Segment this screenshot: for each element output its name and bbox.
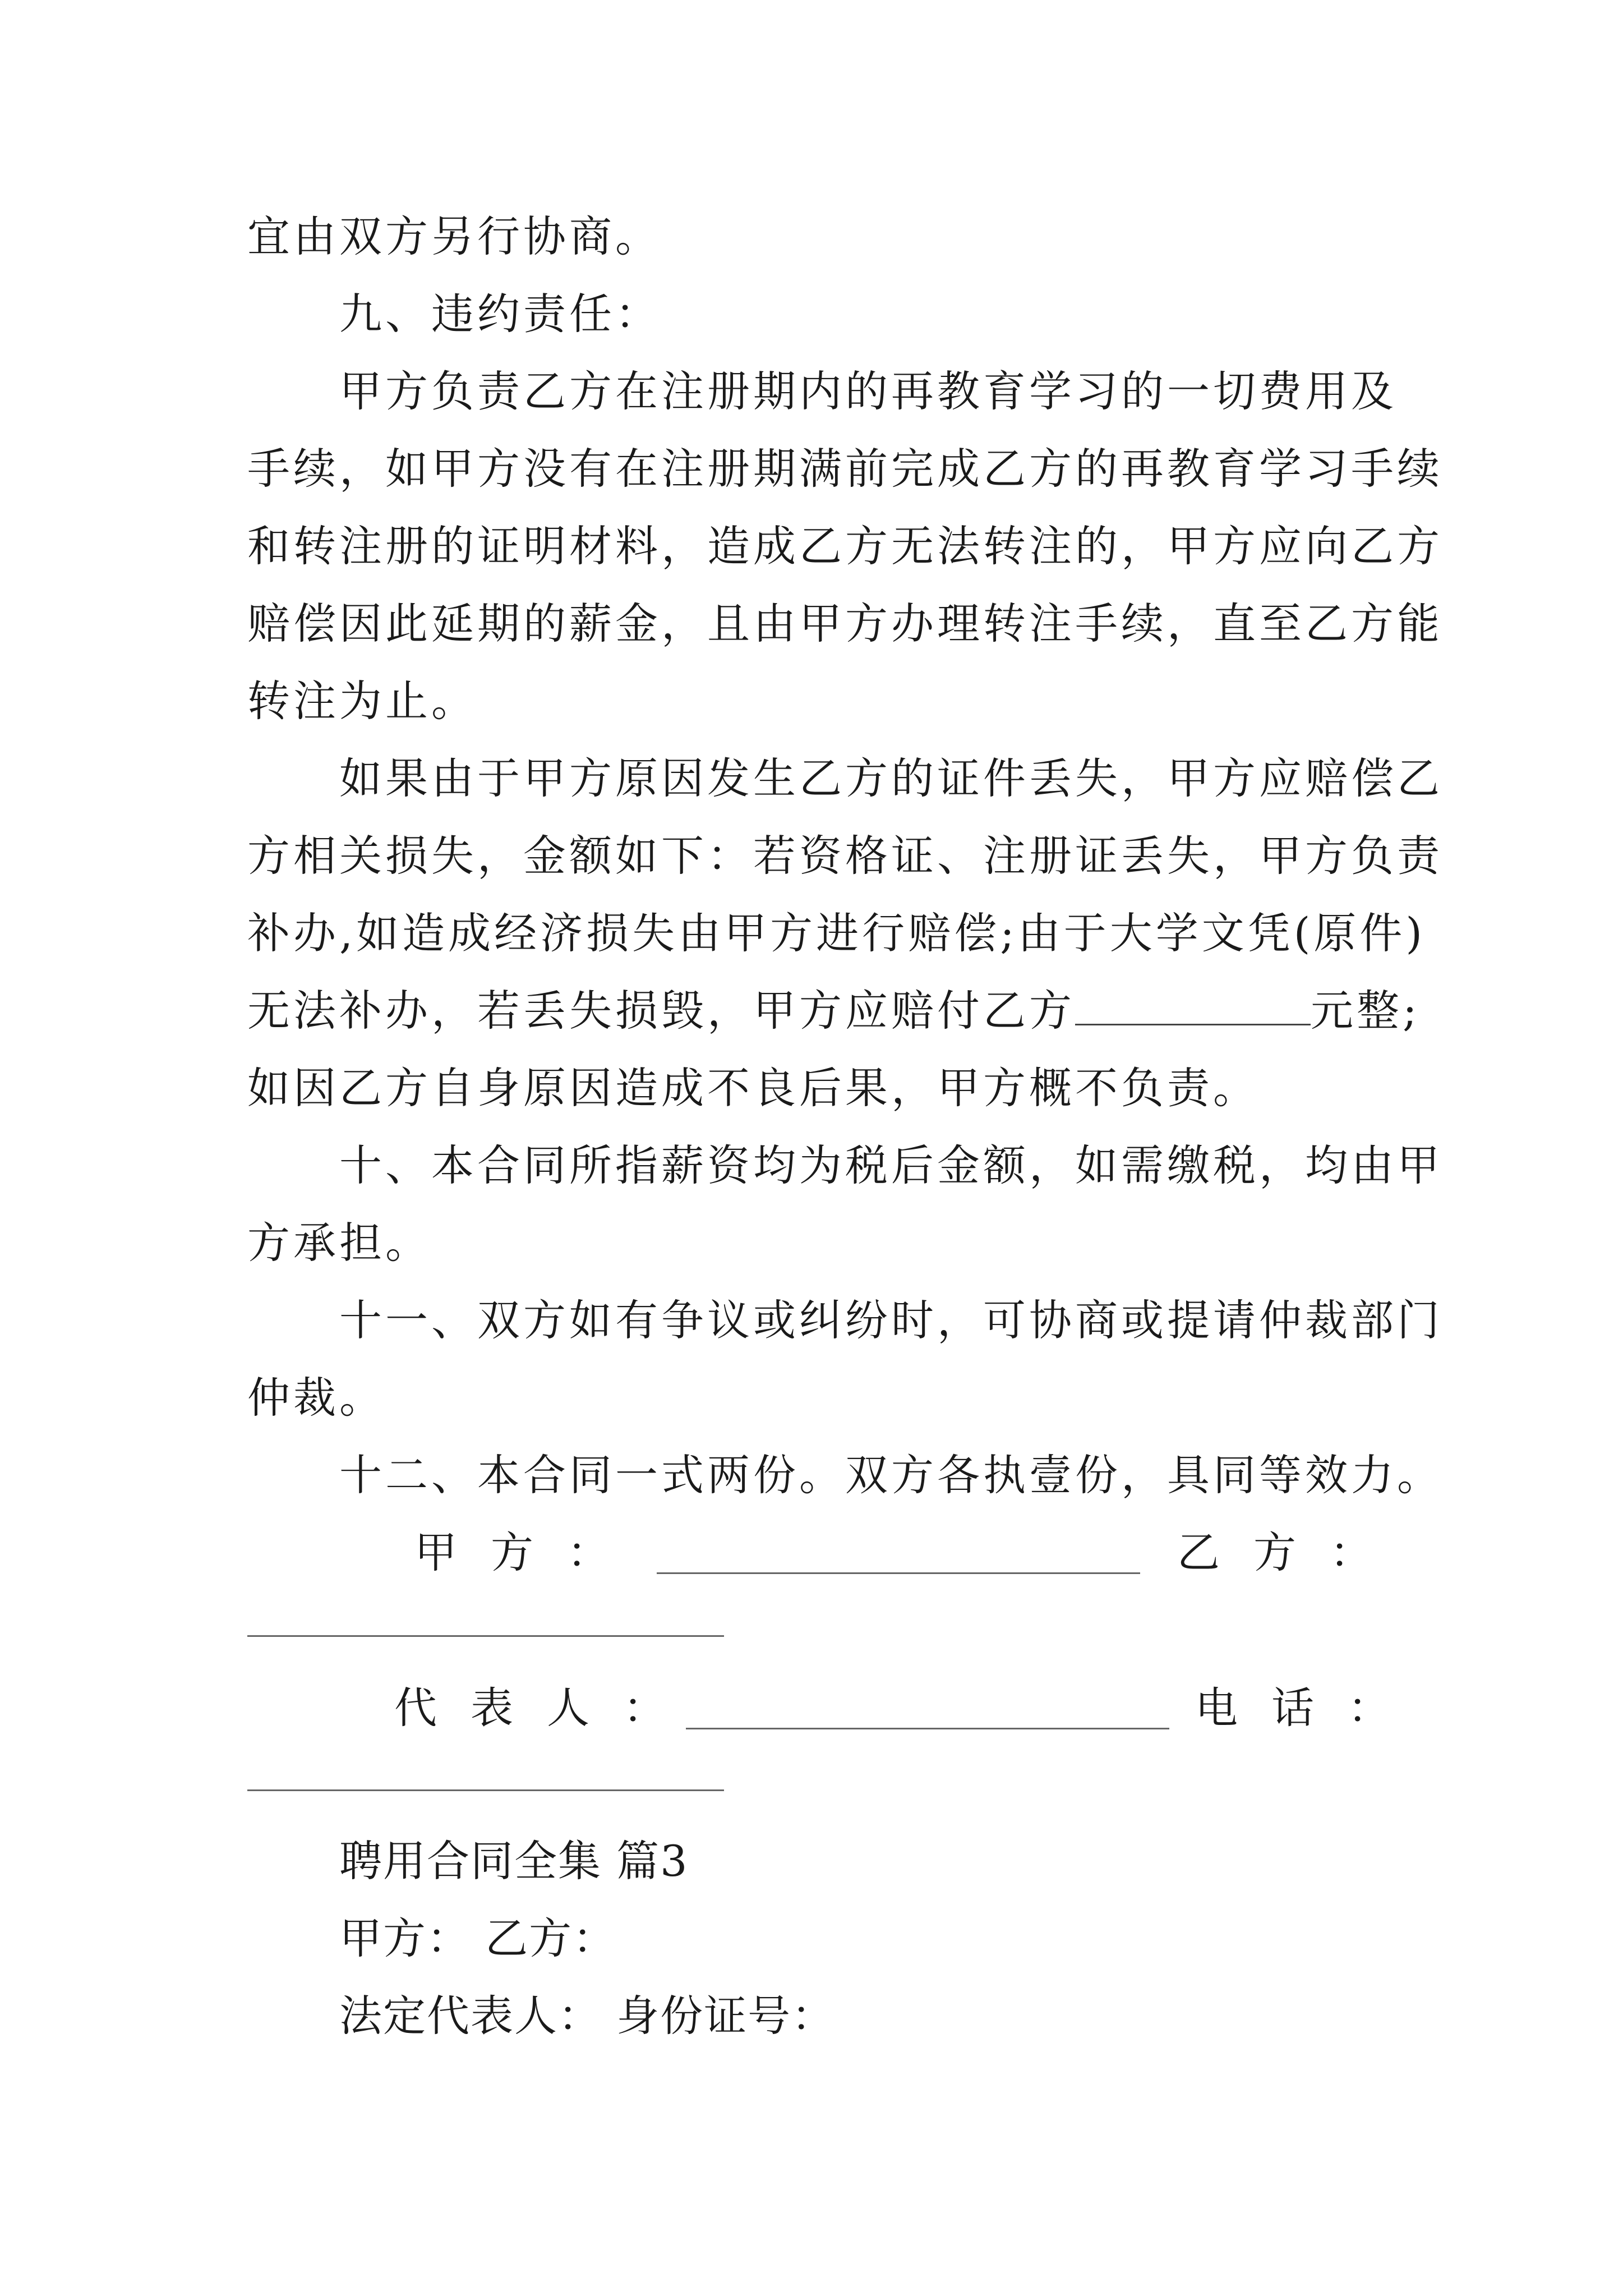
text-line: 如果由于甲方原因发生乙方的证件丢失，甲方应赔偿乙 bbox=[339, 753, 1443, 803]
text-line: 和转注册的证明材料，造成乙方无法转注的，甲方应向乙方 bbox=[247, 521, 1443, 571]
party-a-signature-line[interactable] bbox=[657, 1572, 1140, 1574]
text-segment: 元整; bbox=[1311, 986, 1421, 1036]
text-line: 宜由双方另行协商。 bbox=[247, 211, 661, 261]
party-b-label: 乙方： bbox=[1177, 1527, 1406, 1577]
text-line: 十二、本合同一式两份。双方各执壹份，具同等效力。 bbox=[339, 1450, 1443, 1500]
party-b-signature-line[interactable] bbox=[247, 1635, 724, 1637]
signature-row-representative bbox=[247, 1680, 1424, 1747]
text-line: 方承担。 bbox=[247, 1218, 431, 1268]
party-a-label: 甲方： bbox=[414, 1527, 643, 1577]
signature-row-parties bbox=[247, 1525, 1406, 1592]
text-line: 转注为止。 bbox=[247, 676, 477, 726]
text-line: 如因乙方自身原因造成不良后果，甲方概不负责。 bbox=[247, 1063, 1259, 1113]
text-line: 甲方负责乙方在注册期内的再教育学习的一切费用及 bbox=[339, 366, 1397, 416]
text-line: 补办,如造成经济损失由甲方进行赔偿;由于大学文凭(原件) bbox=[247, 908, 1426, 958]
text-line: 手续，如甲方没有在注册期满前完成乙方的再教育学习手续 bbox=[247, 444, 1443, 494]
text-line: 十一、双方如有争议或纠纷时，可协商或提请仲裁部门 bbox=[339, 1295, 1443, 1345]
legal-rep-id-line: 法定代表人： 身份证号： bbox=[339, 1991, 836, 2041]
representative-signature-line[interactable] bbox=[686, 1728, 1169, 1729]
parties-line: 甲方： 乙方： bbox=[339, 1913, 617, 1963]
phone-line[interactable] bbox=[247, 1789, 724, 1791]
text-line: 方相关损失，金额如下：若资格证、注册证丢失，甲方负责 bbox=[247, 831, 1443, 881]
text-segment: 无法补办，若丢失损毁，甲方应赔付乙方 bbox=[247, 986, 1075, 1036]
representative-label: 代表人： bbox=[394, 1683, 699, 1733]
text-line: 十、本合同所指薪资均为税后金额，如需缴税，均由甲 bbox=[339, 1140, 1443, 1190]
amount-blank[interactable] bbox=[1075, 984, 1311, 1025]
text-line bbox=[247, 983, 1421, 1039]
section-heading: 九、违约责任： bbox=[339, 289, 661, 339]
text-line: 仲裁。 bbox=[247, 1373, 385, 1423]
section-title: 聘用合同全集 篇3 bbox=[339, 1836, 689, 1886]
text-line: 赔偿因此延期的薪金，且由甲方办理转注手续，直至乙方能 bbox=[247, 599, 1443, 648]
phone-label: 电话： bbox=[1195, 1683, 1424, 1733]
